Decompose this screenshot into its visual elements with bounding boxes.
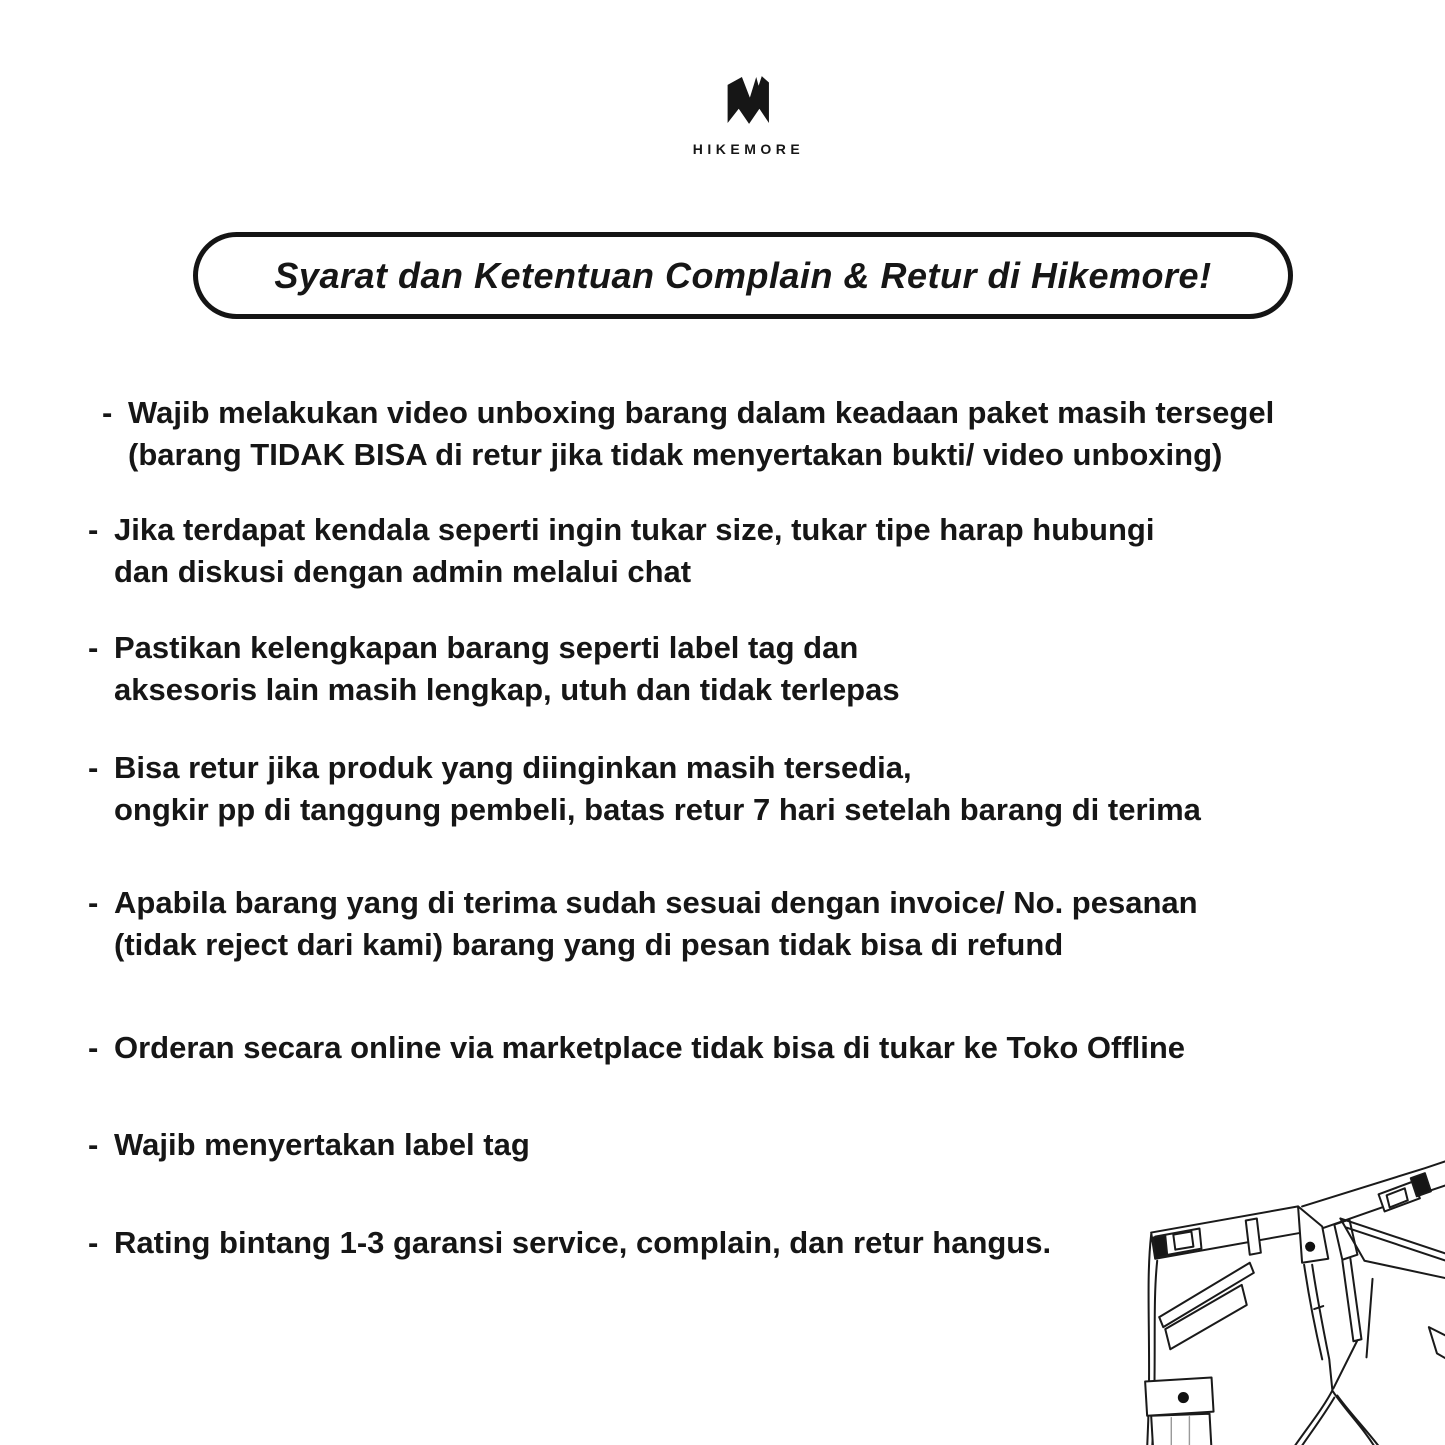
term-text: Apabila barang yang di terima sudah sesuai dengan invoice/ No. pesanan (114, 885, 1198, 920)
term-text: dan diskusi dengan admin melalui chat (114, 554, 692, 589)
brand-wordmark: HIKEMORE (692, 141, 805, 157)
term-text: ongkir pp di tanggung pembeli, batas retur 7 hari setelah barang di terima (114, 792, 1201, 827)
bullet-dash: - (88, 512, 99, 547)
cargo-pants-illustration-icon (1125, 1156, 1445, 1445)
bullet-dash: - (88, 630, 99, 665)
list-item (88, 747, 1418, 831)
term-text: Rating bintang 1-3 garansi service, complain, dan retur hangus. (114, 1225, 1052, 1260)
list-item (88, 627, 1418, 711)
term-text: aksesoris lain masih lengkap, utuh dan tidak terlepas (114, 672, 900, 707)
list-item (88, 1027, 1418, 1069)
bullet-dash: - (88, 1225, 99, 1260)
page-title: Syarat dan Ketentuan Complain & Retur di Hikemore! (274, 254, 1212, 296)
title-banner (193, 232, 1293, 319)
term-text: Bisa retur jika produk yang diinginkan masih tersedia, (114, 750, 912, 785)
bullet-dash: - (88, 1127, 99, 1162)
bullet-dash: - (88, 1030, 99, 1065)
term-text: Orderan secara online via marketplace tidak bisa di tukar ke Toko Offline (114, 1030, 1186, 1065)
term-text: (barang TIDAK BISA di retur jika tidak menyertakan bukti/ video unboxing) (128, 437, 1223, 472)
bullet-dash: - (88, 750, 99, 785)
bullet-dash: - (88, 885, 99, 920)
list-item (102, 392, 1418, 476)
term-text: Wajib melakukan video unboxing barang dalam keadaan paket masih tersegel (128, 395, 1275, 430)
term-text: Pastikan kelengkapan barang seperti label tag dan (114, 630, 859, 665)
term-text: Wajib menyertakan label tag (114, 1127, 530, 1162)
term-text: Jika terdapat kendala seperti ingin tukar size, tukar tipe harap hubungi (114, 512, 1155, 547)
list-item (88, 882, 1418, 966)
term-text: (tidak reject dari kami) barang yang di pesan tidak bisa di refund (114, 927, 1064, 962)
terms-list (88, 392, 1418, 1264)
bullet-dash: - (102, 395, 113, 430)
hikemore-m-logo-icon (717, 68, 779, 132)
brand-header (693, 68, 804, 157)
list-item (88, 509, 1418, 593)
